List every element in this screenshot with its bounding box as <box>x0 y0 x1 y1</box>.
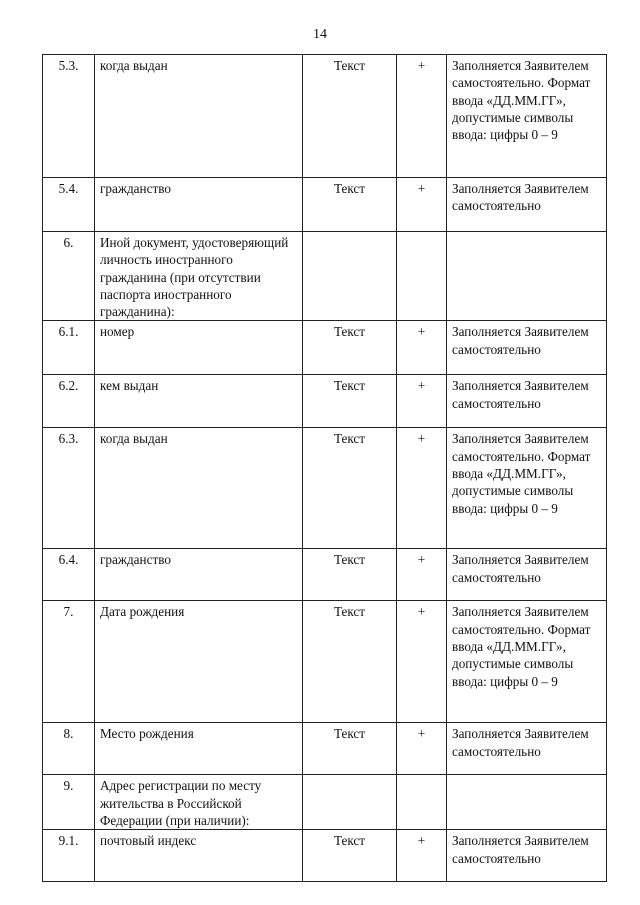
field-note: Заполняется Заявителем самостоятельно <box>447 178 607 232</box>
field-type: Текст <box>303 830 397 882</box>
row-number: 6.1. <box>43 321 95 375</box>
field-name: Адрес регистрации по месту жительства в Российской Федерации (при наличии): <box>95 775 303 830</box>
field-type: Текст <box>303 178 397 232</box>
row-number: 7. <box>43 601 95 723</box>
required-mark: + <box>397 375 447 428</box>
field-note: Заполняется Заявителем самостоятельно. Формат ввода «ДД.ММ.ГГ», допустимые символы ввода: цифры 0 – 9 <box>447 601 607 723</box>
row-number: 9. <box>43 775 95 830</box>
field-name: почтовый индекс <box>95 830 303 882</box>
field-note: Заполняется Заявителем самостоятельно <box>447 321 607 375</box>
row-number: 5.4. <box>43 178 95 232</box>
field-name: когда выдан <box>95 428 303 549</box>
required-mark: + <box>397 55 447 178</box>
field-name: гражданство <box>95 178 303 232</box>
field-name: номер <box>95 321 303 375</box>
row-number: 8. <box>43 723 95 775</box>
table-row <box>43 723 607 775</box>
required-mark: + <box>397 428 447 549</box>
row-number: 5.3. <box>43 55 95 178</box>
field-name: Место рождения <box>95 723 303 775</box>
table-row <box>43 375 607 428</box>
page-number: 14 <box>313 27 327 42</box>
field-name: гражданство <box>95 549 303 601</box>
row-number: 6. <box>43 232 95 321</box>
required-mark <box>397 232 447 321</box>
field-note <box>447 232 607 321</box>
table-row <box>43 178 607 232</box>
field-type <box>303 232 397 321</box>
field-note: Заполняется Заявителем самостоятельно <box>447 549 607 601</box>
field-type: Текст <box>303 601 397 723</box>
field-type: Текст <box>303 55 397 178</box>
table-row <box>43 428 607 549</box>
row-number: 9.1. <box>43 830 95 882</box>
required-mark: + <box>397 723 447 775</box>
table-row <box>43 775 607 830</box>
field-name: кем выдан <box>95 375 303 428</box>
row-number: 6.2. <box>43 375 95 428</box>
required-mark: + <box>397 321 447 375</box>
field-name: Иной документ, удостоверяющий личность иностранного гражданина (при отсутствии паспорта иностранного гражданина): <box>95 232 303 321</box>
table-row <box>43 601 607 723</box>
field-note: Заполняется Заявителем самостоятельно <box>447 375 607 428</box>
field-note: Заполняется Заявителем самостоятельно <box>447 723 607 775</box>
field-type: Текст <box>303 549 397 601</box>
field-note: Заполняется Заявителем самостоятельно. Формат ввода «ДД.ММ.ГГ», допустимые символы ввода: цифры 0 – 9 <box>447 428 607 549</box>
fields-table <box>42 54 607 882</box>
row-number: 6.3. <box>43 428 95 549</box>
table-row <box>43 232 607 321</box>
field-type: Текст <box>303 723 397 775</box>
required-mark: + <box>397 830 447 882</box>
field-note <box>447 775 607 830</box>
required-mark <box>397 775 447 830</box>
table-row <box>43 55 607 178</box>
field-type: Текст <box>303 428 397 549</box>
fields-table-body <box>43 55 607 882</box>
field-type <box>303 775 397 830</box>
required-mark: + <box>397 601 447 723</box>
field-name: Дата рождения <box>95 601 303 723</box>
required-mark: + <box>397 549 447 601</box>
field-type: Текст <box>303 321 397 375</box>
field-note: Заполняется Заявителем самостоятельно <box>447 830 607 882</box>
table-row <box>43 321 607 375</box>
table-row <box>43 549 607 601</box>
field-type: Текст <box>303 375 397 428</box>
table-row <box>43 830 607 882</box>
row-number: 6.4. <box>43 549 95 601</box>
required-mark: + <box>397 178 447 232</box>
field-note: Заполняется Заявителем самостоятельно. Формат ввода «ДД.ММ.ГГ», допустимые символы ввода: цифры 0 – 9 <box>447 55 607 178</box>
field-name: когда выдан <box>95 55 303 178</box>
